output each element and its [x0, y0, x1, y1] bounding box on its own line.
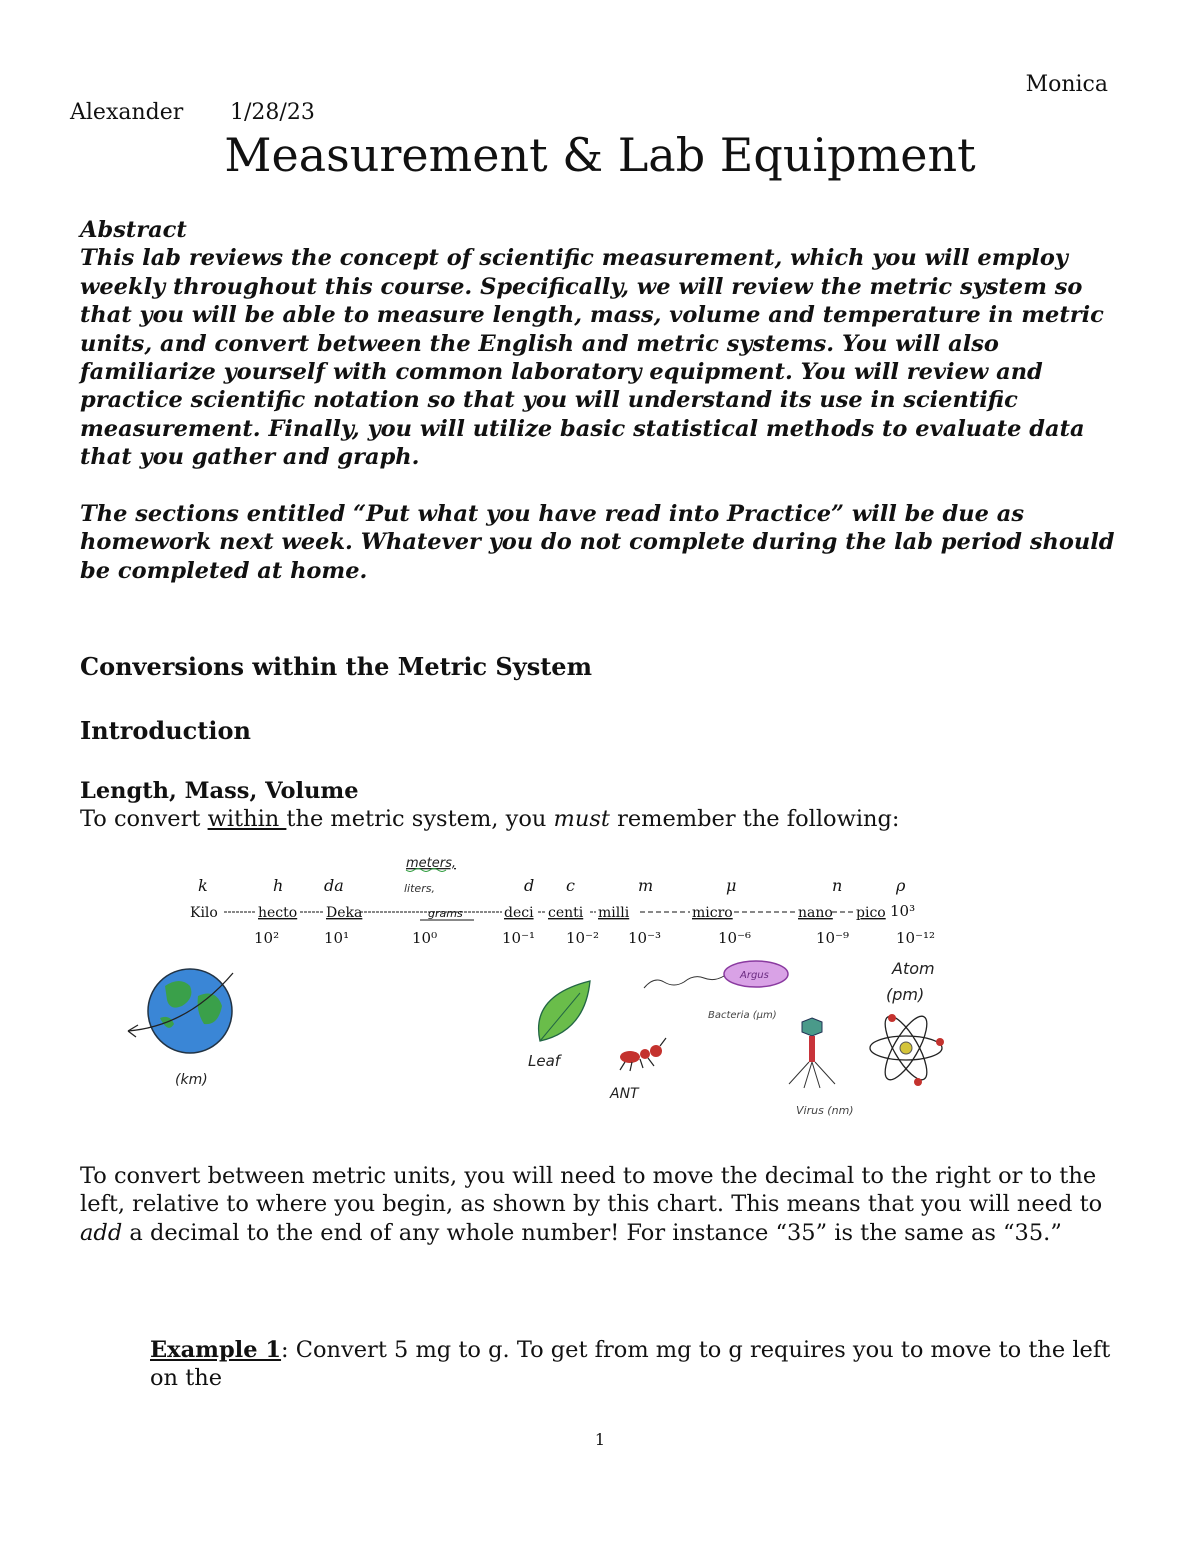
prefix-symbol: n [832, 876, 843, 895]
power-of-ten: 10⁻³ [628, 929, 662, 947]
prefix-symbol: da [324, 876, 344, 895]
prefix-name: nano [798, 905, 833, 921]
prefix-symbol: k [198, 876, 208, 895]
leaf-drawing [528, 981, 590, 1070]
prefix-name: micro [692, 905, 733, 921]
ant-label: ANT [610, 1086, 639, 1102]
abstract-note: The sections entitled “Put what you have read into Practice” will be due as homework next week. Whatever you do not complete during the lab period should be completed at home. [80, 501, 1115, 584]
power-of-ten: 10⁻¹ [502, 929, 536, 947]
prefix-name: pico [856, 905, 886, 921]
intro-text-a: To convert [80, 806, 208, 832]
document-title: Measurement & Lab Equipment [224, 128, 976, 182]
prefix-name: Kilo [190, 905, 218, 921]
date: 1/28/23 [230, 100, 315, 125]
prefix-symbol: μ [726, 876, 737, 895]
liters-label: liters, [404, 882, 435, 895]
page-number: 1 [594, 1430, 606, 1449]
convert-paragraph [80, 1162, 1120, 1247]
abstract-section [80, 216, 1120, 585]
introduction-heading: Introduction [80, 716, 251, 745]
prefix-name: milli [598, 905, 630, 921]
prefix-name: hecto [258, 905, 298, 921]
power-of-ten: 10⁻¹² [896, 929, 936, 947]
atom-unit-label: (pm) [886, 985, 925, 1004]
power-of-ten: 10⁰ [412, 929, 438, 947]
exponent-top: 10³ [890, 902, 916, 920]
author-last-name: Alexander [70, 100, 184, 125]
virus-drawing [789, 1018, 854, 1117]
intro-line [80, 806, 900, 832]
prefix-symbol: d [524, 876, 535, 895]
example-text: : Convert 5 mg to g. To get from mg to g requires you to move to the left on the [150, 1337, 1111, 1392]
conversions-heading: Conversions within the Metric System [80, 652, 592, 681]
grams-label: grams [428, 907, 463, 920]
abstract-heading: Abstract [80, 217, 187, 243]
power-of-ten: 10⁻⁹ [816, 929, 850, 947]
bacteria-label: Bacteria (μm) [708, 1010, 777, 1021]
convert-add: add [80, 1219, 123, 1246]
power-of-ten: 10⁻⁶ [718, 929, 752, 947]
intro-text-b: the metric system, you [286, 806, 554, 832]
convert-text-a: To convert between metric units, you will need to move the decimal to the right or to the left, relative to where you begin, as shown by this chart. This means that you will need to [80, 1163, 1103, 1218]
earth-label: (km) [175, 1072, 208, 1088]
author-first-name: Monica [1025, 72, 1108, 97]
power-of-ten: 10¹ [324, 929, 350, 947]
atom-drawing [870, 959, 944, 1086]
prefix-symbol: m [638, 876, 654, 895]
prefix-symbol: c [566, 876, 575, 895]
ant-drawing [609, 1038, 666, 1102]
abstract-body: This lab reviews the concept of scientific measurement, which you will employ weekly throughout this course. Specifically, we will review the metric system so that you will be able to measure length, mass, volume and temperature in metric units, and convert between the English and metric systems. You will also familiarize yourself with common laboratory equipment. You will review and practice scientific notation so that you will understand its use in scientific measurement. Finally, you will utilize basic statistical methods to evaluate data that you gather and graph. [80, 245, 1104, 471]
power-of-ten: 10² [254, 929, 280, 947]
length-mass-volume-heading: Length, Mass, Volume [80, 778, 359, 804]
atom-label: Atom [892, 959, 935, 978]
prefix-name: centi [548, 905, 584, 921]
meters-label: meters, [406, 856, 457, 871]
prefix-symbol: h [273, 876, 284, 895]
intro-within: within [207, 806, 287, 832]
leaf-label: Leaf [528, 1052, 561, 1070]
power-of-ten: 10⁻² [566, 929, 600, 947]
intro-text-c: remember the following: [609, 806, 900, 832]
bacteria-cell-label: Argus [740, 970, 769, 981]
prefix-name: Deka [326, 905, 363, 921]
bacteria-drawing [644, 961, 788, 1021]
prefix-name: deci [504, 905, 534, 921]
prefix-symbol: ρ [896, 876, 906, 895]
example-1 [150, 1336, 1125, 1393]
virus-label: Virus (nm) [796, 1104, 854, 1117]
example-label: Example 1 [150, 1337, 282, 1363]
convert-text-b: a decimal to the end of any whole number! For instance “35” is the same as “35.” [122, 1219, 1062, 1246]
metric-prefix-figure [120, 846, 960, 1126]
earth-drawing [128, 969, 233, 1088]
intro-must: must [553, 806, 610, 832]
